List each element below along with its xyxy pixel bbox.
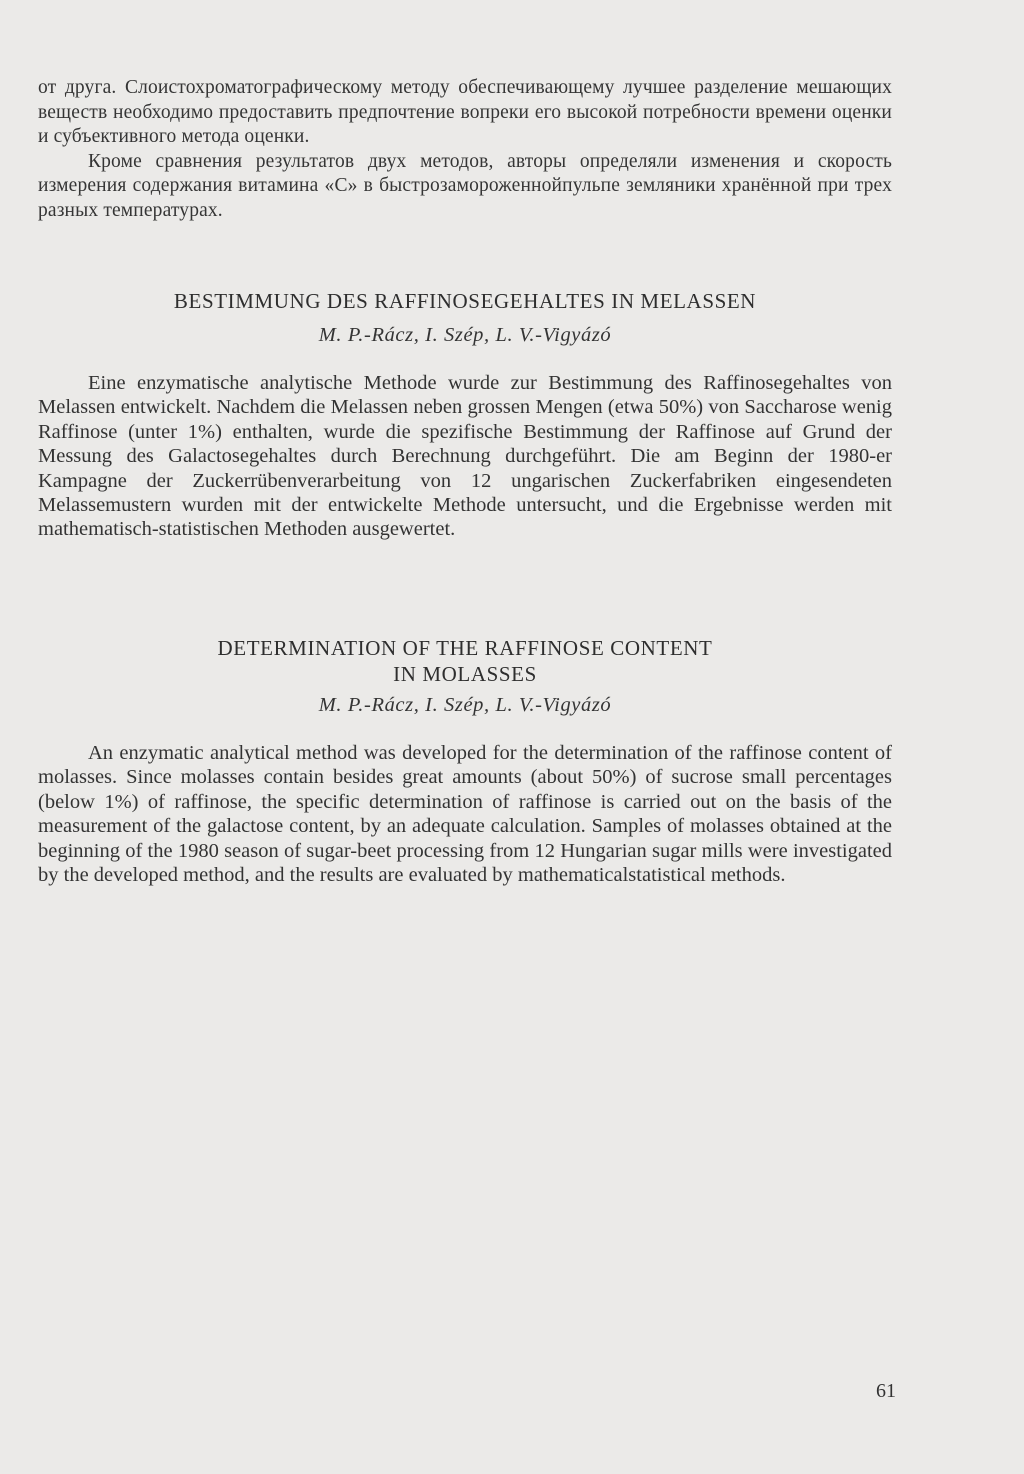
english-article-title (38, 635, 892, 687)
russian-paragraph: Кроме сравнения результатов двух методов, авторы определяли изменения и скорость измерения содержания витамина «С» в быстрозамороженнойпульпе земляники хранённой при трех разных температурах. (38, 150, 892, 221)
german-abstract (38, 371, 892, 542)
russian-summary-continuation (38, 76, 892, 224)
russian-paragraph: от друга. Слоистохроматографическому методу обеспечивающему лучшее разделение мешающих веществ необходимо предоставить предпочтение вопреки его высокой потребности времени оценки и субъективного метода оценки. (38, 77, 892, 148)
page-number: 61 (876, 1380, 896, 1402)
english-abstract-text: An enzymatic analytical method was developed for the determination of the raffinose content of molasses. Since molasses contain besides great amounts (about 50%) of sucrose small percentages (below 1%) of raffinose, the specific determination of raffinose is carried out on the basis of the measurement of the galactose content, by an adequate calculation. Samples of molasses obtained at the beginning of the 1980 season of sugar-beet processing from 12 Hungarian sugar mills were investigated by the developed method, and the results are evaluated by mathematicalstatistical methods. (38, 742, 892, 887)
english-abstract (38, 741, 892, 887)
german-article-title: BESTIMMUNG DES RAFFINOSEGEHALTES IN MELASSEN (173, 289, 757, 313)
german-article-authors: M. P.-Rácz, I. Szép, L. V.-Vigyázó (318, 324, 612, 346)
english-title-line-1: DETERMINATION OF THE RAFFINOSE CONTENT (217, 636, 713, 660)
english-article-authors: M. P.-Rácz, I. Szép, L. V.-Vigyázó (318, 694, 612, 716)
german-abstract-text: Eine enzymatische analytische Methode wurde zur Bestimmung des Raffinosegehaltes von Melassen entwickelt. Nachdem die Melassen neben grossen Mengen (etwa 50%) von Saccharose wenig Raffinose (unter 1%) enthalten, wurde die spezifische Bestimmung der Raffinose auf Grund der Messung des Galactosegehaltes durch Berechnung durchgeführt. Die am Beginn der 1980-er Kampagne der Zuckerrübenverarbeitung von 12 ungarischen Zuckerfabriken eingesendeten Melassemustern wurden mit der entwickelte Methode untersucht, und die Ergebnisse werden mit mathematisch-statistischen Methoden ausgewertet. (38, 372, 892, 541)
english-title-line-2: IN MOLASSES (393, 662, 537, 686)
